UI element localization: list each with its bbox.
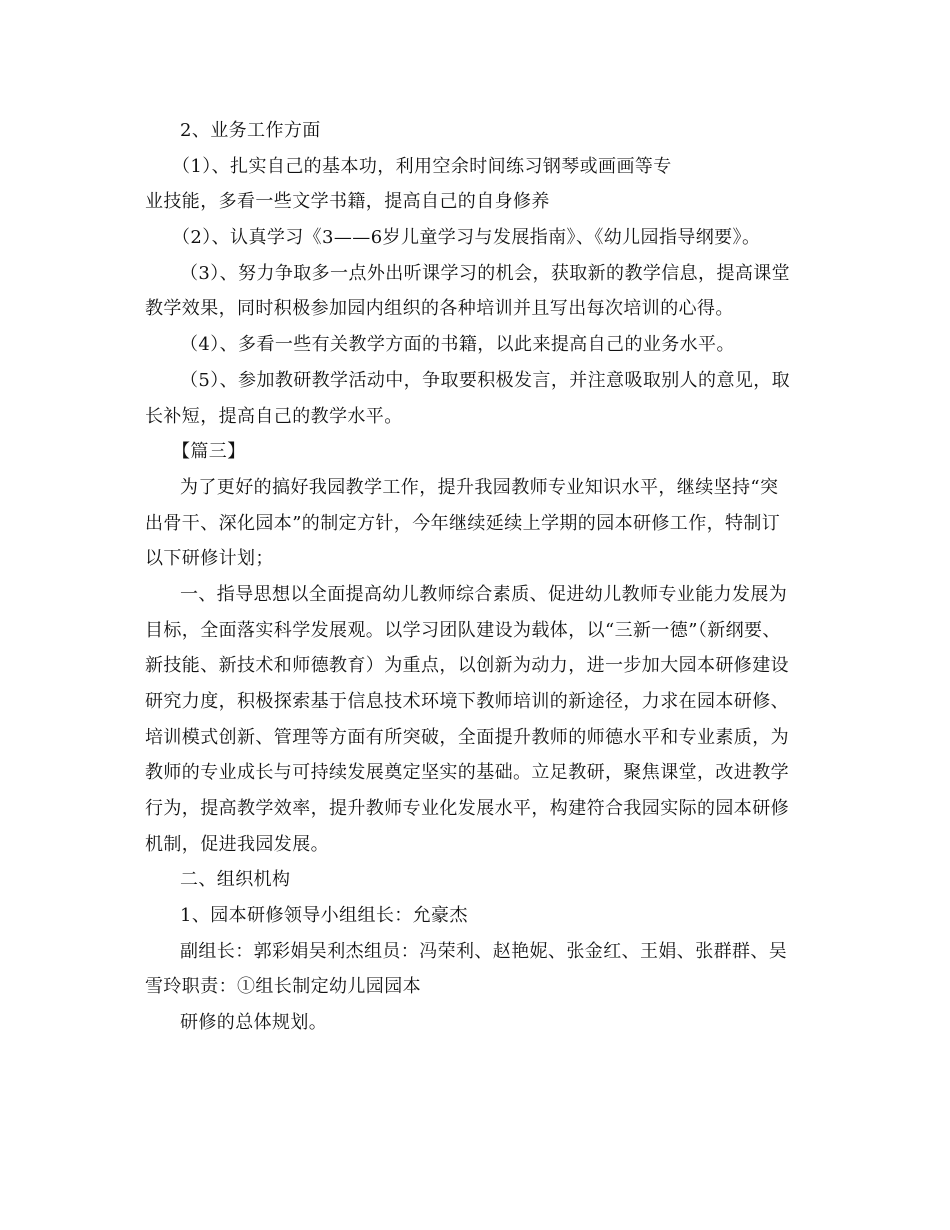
section-heading: 【篇三】 [172, 441, 246, 462]
text-line: （2）、认真学习《3——6岁儿童学习与发展指南》、《幼儿园指导纲要》。 [172, 227, 761, 248]
text-line: （1）、扎实自己的基本功，利用空余时间练习钢琴或画画等专 [172, 156, 672, 177]
text-line: 新技能、新技术和师德教育）为重点，以创新为动力，进一步加大园本研修建设 [145, 655, 789, 676]
text-line: 1、园本研修领导小组组长：允豪杰 [180, 905, 468, 926]
text-line: 培训模式创新、管理等方面有所突破，全面提升教师的师德水平和专业素质，为 [145, 727, 789, 748]
text-line: 研究力度，积极探索基于信息技术环境下教师培训的新途径，力求在园本研修、 [145, 691, 789, 712]
section-heading: 二、组织机构 [180, 869, 291, 890]
text-line: 教学效果，同时积极参加园内组织的各种培训并且写出每次培训的心得。 [145, 298, 734, 319]
text-line: 一、指导思想以全面提高幼儿教师综合素质、促进幼儿教师专业能力发展为 [180, 584, 788, 605]
text-line: （3）、努力争取多一点外出听课学习的机会，获取新的教学信息，提高课堂 [180, 263, 791, 284]
text-line: 目标，全面落实科学发展观。以学习团队建设为载体，以“三新一德”（新纲要、 [145, 620, 781, 641]
text-line: 长补短，提高自己的教学水平。 [145, 406, 403, 427]
text-line: 2、业务工作方面 [180, 120, 321, 141]
text-line: 业技能，多看一些文学书籍，提高自己的自身修养 [145, 191, 550, 212]
text-line: 为了更好的搞好我园教学工作，提升我园教师专业知识水平，继续坚持“突 [180, 477, 779, 498]
text-line: 副组长：郭彩娟吴利杰组员：冯荣利、赵艳妮、张金红、王娟、张群群、吴 [180, 941, 788, 962]
text-line: （4）、多看一些有关教学方面的书籍，以此来提高自己的业务水平。 [180, 334, 735, 355]
text-line: 研修的总体规划。 [180, 1012, 328, 1033]
text-line: 教师的专业成长与可持续发展奠定坚实的基础。立足教研，聚焦课堂，改进教学 [145, 762, 789, 783]
text-line: 雪玲职责：①组长制定幼儿园园本 [145, 976, 421, 997]
text-line: 以下研修计划； [145, 548, 274, 569]
text-line: 行为，提高教学效率，提升教师专业化发展水平，构建符合我园实际的园本研修 [145, 798, 789, 819]
text-line: （5）、参加教研教学活动中，争取要积极发言，并注意吸取别人的意见，取 [180, 370, 791, 391]
text-line: 机制，促进我园发展。 [145, 834, 329, 855]
text-line: 出骨干、深化园本”的制定方针，今年继续延续上学期的园本研修工作，特制订 [145, 513, 781, 534]
